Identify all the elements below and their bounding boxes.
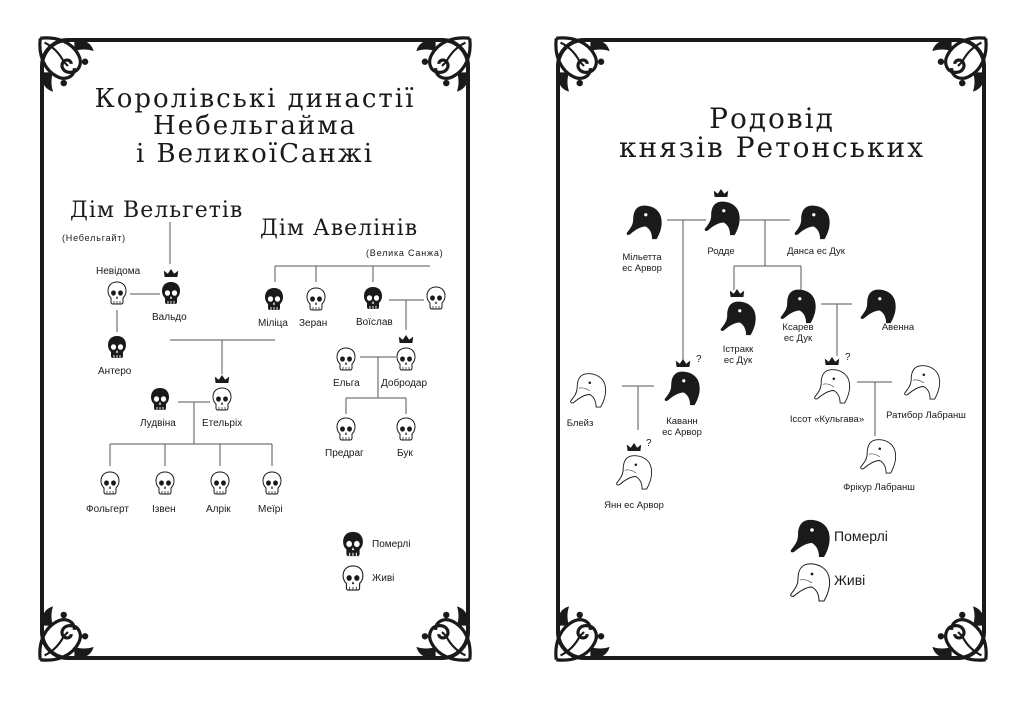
person-frikur-name: Фрікур Лабранш <box>843 482 915 493</box>
page-title <box>582 104 962 163</box>
raven-dark-icon <box>624 204 664 240</box>
dynasty-page-right <box>512 0 1024 705</box>
legend-alive-skull-icon <box>342 564 364 592</box>
person-meiri-name: Меїрі <box>258 504 283 515</box>
raven-outline-icon <box>614 454 654 490</box>
corner-ornament-icon <box>416 38 470 92</box>
name-line: ес Дук <box>723 355 753 366</box>
person-yelha-name: Ельга <box>333 378 360 389</box>
house-avelin-region: (Велика Санжа) <box>366 248 444 258</box>
person-rodde-name: Родде <box>707 246 735 257</box>
person-dansa-name: Данса ес Дук <box>787 246 845 257</box>
house-avelin-title: Дім Авелінів <box>260 216 419 241</box>
house-velgetiv-title: Дім Вельгетів <box>70 198 244 223</box>
name-line: Ксарев <box>782 322 814 333</box>
skull-outline-icon <box>107 281 127 305</box>
person-militsa-name: Міліца <box>258 318 288 329</box>
raven-dark-icon <box>778 288 818 324</box>
person-predrag-name: Предраг <box>325 448 364 459</box>
person-ludvina-name: Лудвіна <box>140 418 176 429</box>
crown-icon <box>713 188 729 198</box>
skull-outline-icon <box>212 386 232 412</box>
person-issot-name: Іссот «Кульгава» <box>789 414 865 425</box>
raven-dark-icon <box>702 200 742 236</box>
person-avenna-name: Авенна <box>881 322 915 333</box>
person-antero-name: Антеро <box>98 366 132 377</box>
person-zeran-name: Зеран <box>299 318 328 329</box>
legend-alive-label: Живі <box>834 572 866 588</box>
raven-outline-icon <box>568 372 608 408</box>
corner-ornament-icon <box>932 38 986 92</box>
person-miletta-name <box>612 252 672 274</box>
person-ksarev-name <box>768 322 828 344</box>
skull-dark-icon <box>161 280 181 306</box>
person-nevidoma-name: Невідома <box>96 266 141 277</box>
corner-ornament-icon <box>40 606 94 660</box>
person-voislav-name: Воїслав <box>356 317 393 328</box>
name-line: ес Дук <box>783 333 813 344</box>
crown-icon <box>163 268 179 278</box>
person-folhert-name: Фольгерт <box>86 504 129 515</box>
title-line: Королівські династії <box>94 84 416 114</box>
legend-alive-label: Живі <box>372 573 395 584</box>
title-line: князів Ретонських <box>618 131 925 165</box>
legend-dead-label: Померлі <box>372 539 411 550</box>
person-alrik-name: Алрік <box>206 504 231 515</box>
skull-dark-icon <box>150 386 170 412</box>
title-line: і ВеликоїСанжі <box>135 138 375 169</box>
crown-icon <box>675 358 691 368</box>
person-ratybor-name: Ратибор Лабранш <box>886 410 966 421</box>
page-title <box>60 86 450 168</box>
skull-outline-icon <box>210 470 230 496</box>
title-line: Небельгайма <box>153 111 357 142</box>
skull-outline-icon <box>336 416 356 442</box>
person-yann-name: Янн ес Арвор <box>604 500 664 511</box>
legend-alive-raven-icon <box>788 562 832 602</box>
legend-dead-skull-icon <box>342 530 364 558</box>
raven-dark-icon <box>662 370 702 406</box>
person-dobrodar-name: Добродар <box>381 378 428 389</box>
skull-outline-icon <box>336 346 356 372</box>
crown-icon <box>824 356 840 366</box>
raven-dark-icon <box>718 300 758 336</box>
skull-outline-icon <box>396 416 416 442</box>
name-line: Каванн <box>666 416 698 427</box>
person-etelrikh-name: Етельріх <box>202 418 243 429</box>
raven-outline-icon <box>858 438 898 474</box>
name-line: Істракк <box>722 344 754 355</box>
name-line: Мільетта <box>622 252 662 263</box>
person-kavann-name <box>652 416 712 438</box>
skull-outline-icon <box>100 470 120 496</box>
question-mark: ? <box>696 354 702 365</box>
corner-ornament-icon <box>932 606 986 660</box>
legend-dead-label: Померлі <box>834 528 888 544</box>
question-mark: ? <box>646 438 652 449</box>
crown-icon <box>729 288 745 298</box>
raven-dark-icon <box>858 288 898 324</box>
skull-outline-icon <box>306 286 326 312</box>
raven-outline-icon <box>812 368 852 404</box>
name-line: ес Арвор <box>622 263 662 274</box>
skull-outline-icon <box>262 470 282 496</box>
title-line: Родовід <box>709 102 835 135</box>
crown-icon <box>214 374 230 384</box>
person-valdo-name: Вальдо <box>152 312 187 323</box>
legend-dead-raven-icon <box>788 518 832 558</box>
person-izven-name: Ізвен <box>152 504 176 515</box>
crown-icon <box>626 442 642 452</box>
skull-dark-icon <box>363 285 383 311</box>
name-line: ес Арвор <box>662 427 702 438</box>
house-velgetiv-region: (Небельгайт) <box>62 233 126 243</box>
person-bleiz-name: Блейз <box>566 418 594 429</box>
skull-dark-icon <box>264 286 284 312</box>
corner-ornament-icon <box>40 38 94 92</box>
question-mark: ? <box>845 352 851 363</box>
skull-outline-icon <box>426 285 446 311</box>
raven-outline-icon <box>902 364 942 400</box>
person-istrakk-name <box>708 344 768 366</box>
corner-ornament-icon <box>556 606 610 660</box>
corner-ornament-icon <box>556 38 610 92</box>
person-buk-name: Бук <box>397 448 413 459</box>
skull-outline-icon <box>155 470 175 496</box>
corner-ornament-icon <box>416 606 470 660</box>
skull-outline-icon <box>396 346 416 372</box>
skull-dark-icon <box>107 334 127 360</box>
crown-icon <box>398 334 414 344</box>
raven-dark-icon <box>792 204 832 240</box>
